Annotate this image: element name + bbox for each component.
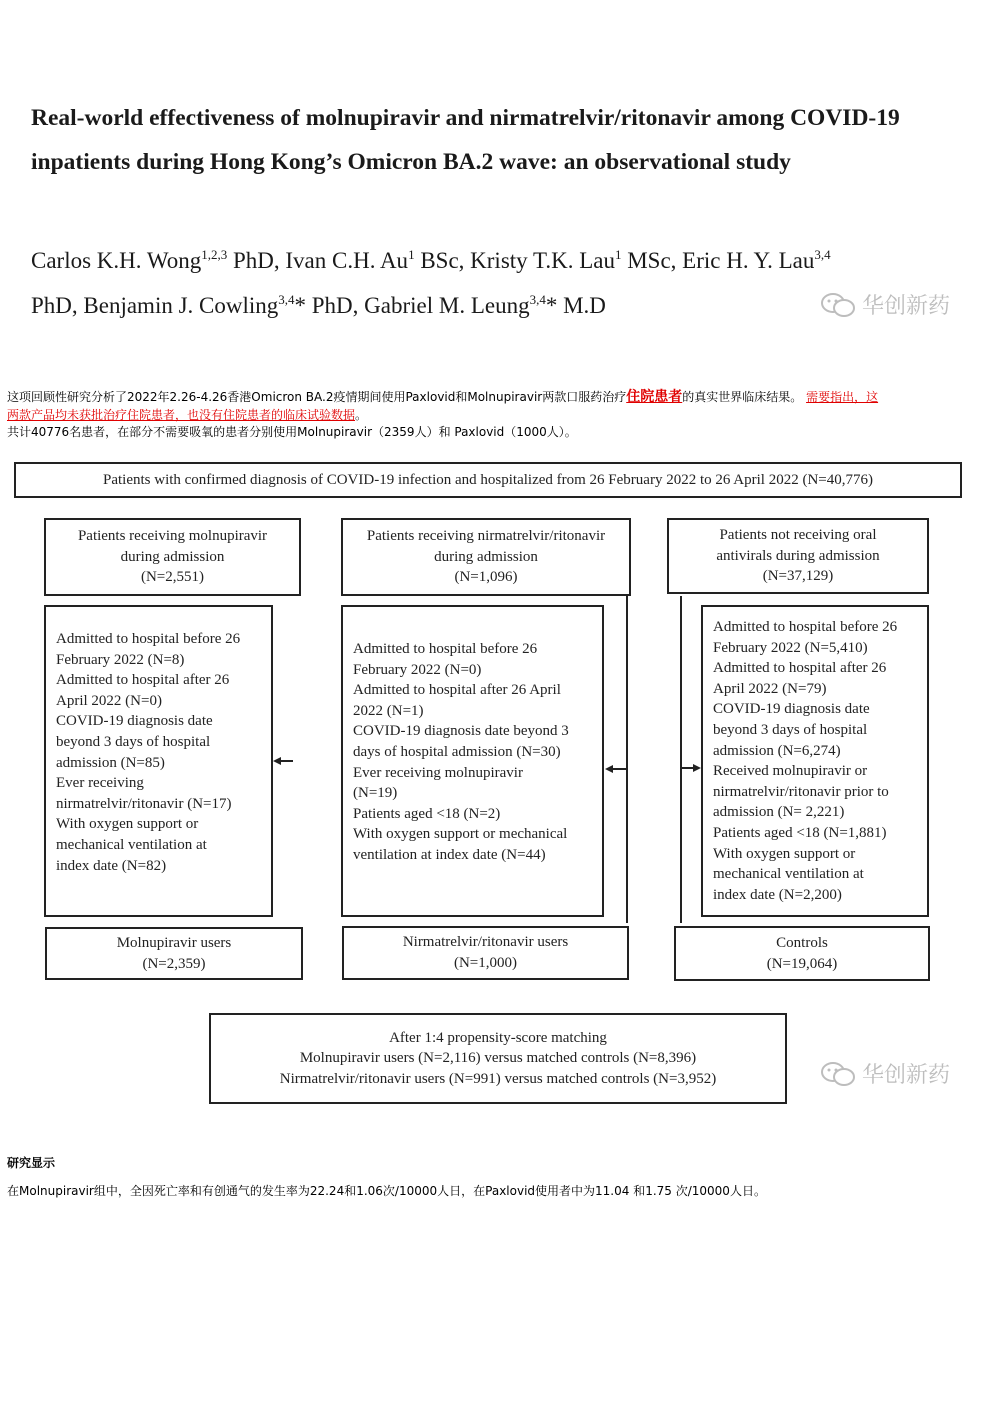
matching-box (209, 1013, 787, 1104)
exclusion-line: 2022 (N=1) (353, 702, 424, 719)
exclusion-line: COVID-19 diagnosis date (713, 701, 870, 718)
watermark (820, 289, 950, 320)
results-heading: 研究显示 (7, 1156, 56, 1170)
matching-line: After 1:4 propensity-score matching (389, 1029, 607, 1046)
group-count: (N=2,551) (140, 569, 205, 586)
arrow-right-icon (693, 764, 701, 772)
exclusion-line: mechanical ventilation at (56, 836, 207, 853)
exclusion-line: nirmatrelvir/ritonavir prior to (713, 783, 889, 800)
exclusion-line: days of hospital admission (N=30) (353, 743, 561, 760)
author-degree: * PhD, (294, 293, 365, 318)
matching-line: Nirmatrelvir/ritonavir users (N=991) versus matched controls (N=3,952) (279, 1070, 717, 1087)
exclusion-line: (N=19) (353, 785, 398, 802)
group-box-controls (667, 518, 929, 594)
exclusion-line: index date (N=82) (56, 857, 167, 874)
summary-text: 这项回顾性研究分析了2022年2.26-4.26香港Omicron BA.2疫情期间使用Paxlovid和Molnupiravir两款口服药治疗 (7, 390, 627, 404)
wechat-icon (820, 292, 856, 318)
arrow-left-icon (273, 757, 281, 765)
flow-top-box (14, 462, 962, 498)
exclusion-line: Patients aged <18 (N=2) (353, 805, 501, 822)
arrow-left-icon (605, 765, 613, 773)
author-degree: * M.D (545, 293, 606, 318)
watermark-text: 华创新药 (862, 1063, 951, 1088)
author-degree: BSc, (414, 248, 471, 273)
final-label: Nirmatrelvir/ritonavir users (402, 934, 569, 951)
author-affiliation: 3,4 (529, 292, 546, 307)
exclusion-line: Ever receiving (56, 775, 144, 792)
summary-line-3: 共计40776名患者，在部分不需要吸氧的患者分别使用Molnupiravir（2359人）和 Paxlovid（1000人）。 (7, 425, 577, 439)
group-count: (N=37,129) (762, 568, 834, 585)
exclusion-line: ventilation at index date (N=44) (353, 846, 546, 863)
exclusion-box-nirmatrelvir (341, 605, 604, 917)
author-name: PhD, Benjamin J. Cowling (31, 293, 279, 318)
exclusion-line: April 2022 (N=79) (713, 680, 827, 697)
final-count: (N=1,000) (453, 955, 518, 971)
exclusion-line: admission (N=6,274) (713, 742, 841, 759)
exclusion-line: nirmatrelvir/ritonavir (N=17) (56, 795, 232, 812)
summary-line-2 (7, 407, 367, 424)
summary-note: 需要指出，这 (806, 390, 879, 404)
author-degree: MSc, (621, 248, 683, 273)
wechat-icon (820, 1061, 856, 1087)
author-name: Carlos K.H. Wong (31, 248, 202, 273)
exclusion-line: COVID-19 diagnosis date beyond 3 (353, 723, 569, 740)
exclusion-line: index date (N=2,200) (713, 886, 842, 903)
summary-line-1 (7, 389, 878, 406)
paper-title: Real-world effectiveness of molnupiravir and nirmatrelvir/ritonavir among COVID-19 inpatients during Hong Kong’s Omicron BA.2 wave: an observational study (31, 105, 900, 175)
final-label: Molnupiravir users (116, 934, 232, 951)
author-affiliation: 3,4 (278, 292, 295, 307)
exclusion-line: mechanical ventilation at (713, 866, 864, 883)
group-label: antivirals during admission (716, 547, 880, 564)
exclusion-line: beyond 3 days of hospital (56, 733, 211, 750)
connector-line (680, 596, 682, 923)
exclusion-line: With oxygen support or (713, 845, 856, 862)
flow-top-text: Patients with confirmed diagnosis of COVID-19 infection and hospitalized from 26 February 2022 to 26 April 2022 (N=40,776) (102, 471, 873, 488)
author-degree: PhD, (227, 248, 286, 273)
author-affiliation: 1 (614, 247, 622, 262)
exclusion-line: Admitted to hospital after 26 (56, 672, 230, 689)
exclusion-line: Admitted to hospital after 26 (713, 660, 887, 677)
group-label: Patients not receiving oral (719, 527, 877, 544)
final-count: (N=19,064) (766, 955, 838, 972)
summary-text: 。 (355, 408, 368, 422)
final-box-controls (674, 926, 930, 981)
connector-line (626, 596, 628, 923)
watermark (820, 1058, 950, 1089)
exclusion-line: Admitted to hospital after 26 April (353, 682, 561, 699)
exclusion-box-molnupiravir (44, 605, 273, 917)
author-affiliation: 1 (408, 247, 415, 262)
watermark-text: 华创新药 (862, 294, 951, 319)
exclusion-line: With oxygen support or mechanical (353, 826, 568, 843)
final-label: Controls (776, 934, 828, 951)
group-label: during admission (120, 548, 225, 565)
summary-emphasis: 住院患者 (626, 389, 683, 405)
exclusion-line: beyond 3 days of hospital (713, 721, 868, 738)
group-box-nirmatrelvir (341, 518, 631, 596)
exclusion-box-controls (701, 605, 929, 917)
author-line-1 (31, 246, 991, 276)
summary-note: 两款产品均未获批治疗住院患者，也没有住院患者的临床试验数据 (7, 408, 356, 422)
author-name: Ivan C.H. Au (285, 248, 409, 273)
exclusion-line: Admitted to hospital before 26 (353, 641, 538, 657)
final-count: (N=2,359) (142, 955, 206, 972)
group-label: Patients receiving molnupiravir (77, 528, 268, 545)
exclusion-line: Ever receiving molnupiravir (353, 764, 523, 781)
exclusion-line: COVID-19 diagnosis date (56, 713, 213, 730)
author-name: Kristy T.K. Lau (470, 248, 615, 273)
exclusion-line: Patients aged <18 (N=1,881) (713, 824, 887, 841)
exclusion-line: April 2022 (N=0) (56, 692, 162, 709)
author-affiliation: 1,2,3 (201, 247, 228, 262)
connector-line (612, 768, 626, 770)
group-box-molnupiravir (44, 518, 301, 596)
group-count: (N=1,096) (454, 569, 518, 586)
results-text: 在Molnupiravir组中，全因死亡率和有创通气的发生率为22.24和1.06次/10000人日，在Paxlovid使用者中为11.04 和1.75 次/10000人日。 (7, 1184, 766, 1198)
exclusion-line: admission (N=85) (56, 754, 165, 771)
author-affiliation: 3,4 (814, 247, 831, 262)
exclusion-line: Admitted to hospital before 26 (713, 619, 898, 635)
author-name: Eric H. Y. Lau (682, 248, 815, 273)
group-label: during admission (434, 548, 538, 565)
exclusion-line: Received molnupiravir or (713, 763, 868, 780)
group-label: Patients receiving nirmatrelvir/ritonavir (366, 528, 606, 545)
final-box-molnupiravir (45, 927, 303, 980)
connector-line (281, 760, 293, 762)
matching-line: Molnupiravir users (N=2,116) versus matched controls (N=8,396) (299, 1050, 697, 1067)
exclusion-line: Admitted to hospital before 26 (56, 631, 241, 647)
exclusion-line: February 2022 (N=0) (353, 661, 482, 678)
exclusion-line: admission (N= 2,221) (713, 804, 845, 821)
connector-line (681, 767, 693, 769)
exclusion-line: February 2022 (N=5,410) (713, 639, 868, 656)
author-name: Gabriel M. Leung (364, 293, 530, 318)
summary-text: 的真实世界临床结果。 (682, 390, 803, 404)
final-box-nirmatrelvir (342, 926, 629, 980)
exclusion-line: With oxygen support or (56, 816, 199, 833)
exclusion-line: February 2022 (N=8) (56, 651, 185, 668)
